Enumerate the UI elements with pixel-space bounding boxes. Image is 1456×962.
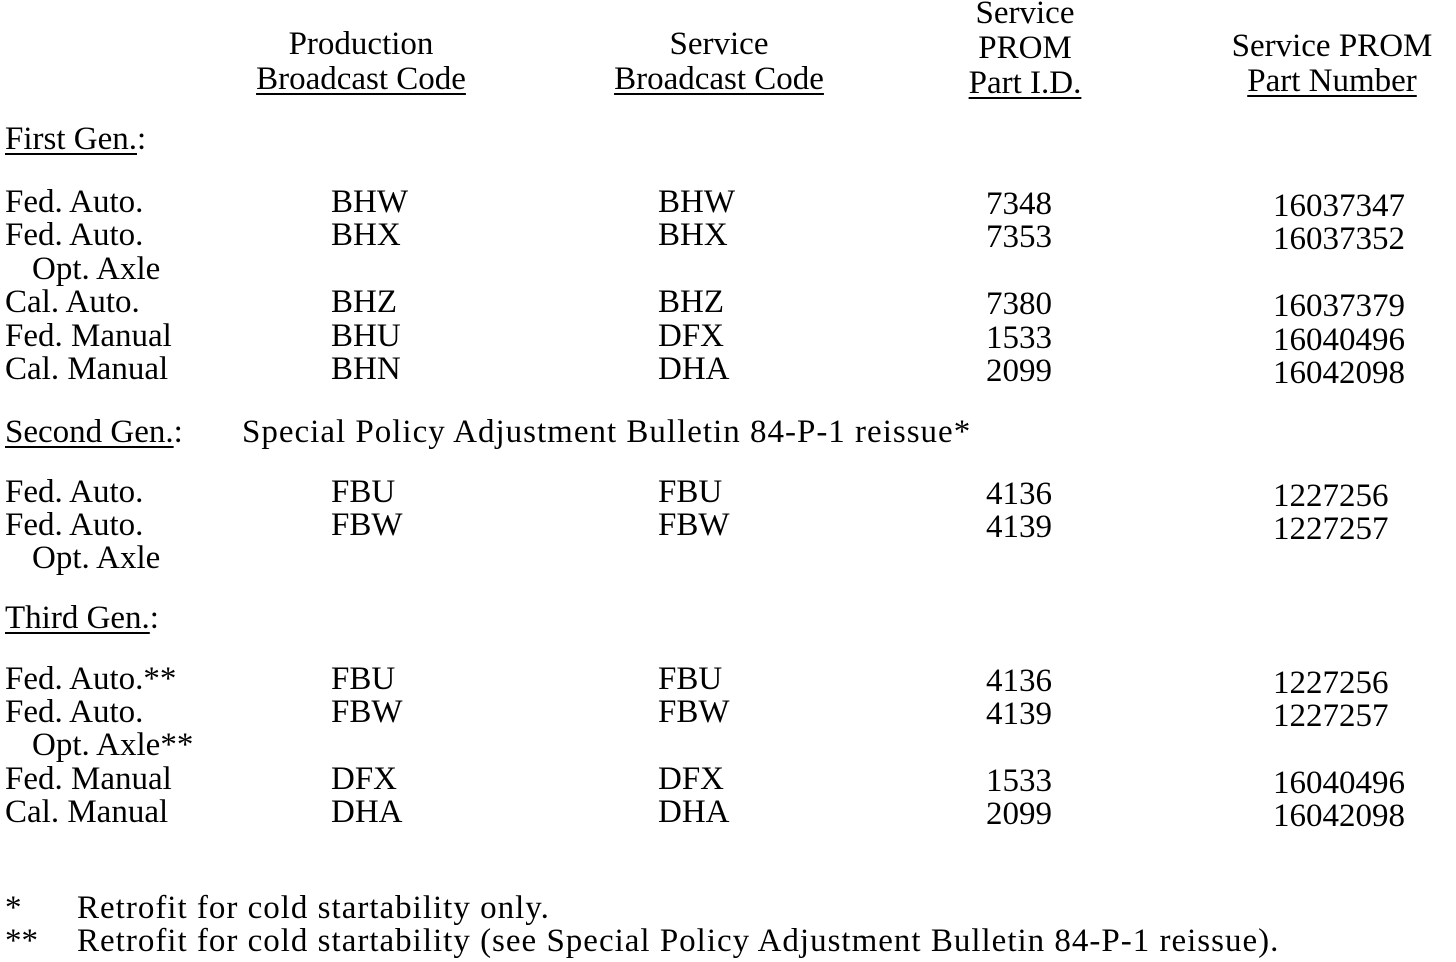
row-prom-id: 4136 xyxy=(986,663,1052,699)
footnote-text: Retrofit for cold startability only. xyxy=(77,890,550,926)
row-production-code: FBU xyxy=(331,474,396,510)
header-production-line2: Broadcast Code xyxy=(256,61,466,97)
row-production-code: FBW xyxy=(331,694,403,730)
row-service-code: DHA xyxy=(658,794,730,830)
row-model: Fed. Manual xyxy=(5,761,172,797)
header-prom-number-line2: Part Number xyxy=(1247,63,1417,99)
row-production-code: DFX xyxy=(331,761,398,797)
row-model-line2: Opt. Axle xyxy=(32,540,161,576)
row-model: Cal. Manual xyxy=(5,794,169,830)
section-label-first-colon: : xyxy=(137,121,147,157)
header-production-line1: Production xyxy=(288,26,434,62)
row-part-number: 1227257 xyxy=(1273,511,1389,547)
section-label-third-text: Third Gen. xyxy=(5,600,150,636)
row-production-code: DHA xyxy=(331,794,403,830)
section-label-third xyxy=(5,602,159,635)
section-label-first-text: First Gen. xyxy=(5,121,137,157)
footnote-text: Retrofit for cold startability (see Special Policy Adjustment Bulletin 84-P-1 reissue). xyxy=(77,923,1280,959)
row-production-code: BHW xyxy=(331,184,408,220)
row-prom-id: 4139 xyxy=(986,509,1052,545)
row-model: Fed. Auto. xyxy=(5,217,144,253)
header-prom-id-line3: Part I.D. xyxy=(968,65,1082,101)
section-label-third-colon: : xyxy=(149,600,159,636)
row-part-number: 16037347 xyxy=(1273,188,1405,224)
section-label-first xyxy=(5,123,146,156)
row-production-code: BHU xyxy=(331,318,401,354)
section-second-note: Special Policy Adjustment Bulletin 84-P-1 reissue* xyxy=(242,414,972,450)
row-model: Fed. Auto. xyxy=(5,474,144,510)
row-model: Cal. Auto. xyxy=(5,284,140,320)
row-service-code: FBU xyxy=(658,474,723,510)
row-service-code: FBW xyxy=(658,694,730,730)
row-production-code: FBU xyxy=(331,661,396,697)
header-prom-number-line1: Service PROM xyxy=(1231,28,1433,64)
row-model: Fed. Manual xyxy=(5,318,172,354)
row-production-code: BHN xyxy=(331,351,401,387)
row-production-code: BHX xyxy=(331,217,401,253)
header-prom-id-line2: PROM xyxy=(978,30,1072,66)
header-service-line1: Service xyxy=(669,26,769,62)
row-service-code: DHA xyxy=(658,351,730,387)
row-part-number: 16042098 xyxy=(1273,355,1405,391)
row-production-code: FBW xyxy=(331,507,403,543)
footnote-mark: ** xyxy=(5,923,38,959)
row-part-number: 16042098 xyxy=(1273,798,1405,834)
row-service-code: FBW xyxy=(658,507,730,543)
footnote-mark: * xyxy=(5,890,22,926)
row-prom-id: 1533 xyxy=(986,320,1052,356)
row-prom-id: 7353 xyxy=(986,219,1052,255)
row-production-code: BHZ xyxy=(331,284,397,320)
header-service xyxy=(601,28,837,96)
header-service-line2: Broadcast Code xyxy=(614,61,824,97)
row-model-line2: Opt. Axle** xyxy=(32,727,194,763)
row-service-code: FBU xyxy=(658,661,723,697)
row-model: Fed. Auto. xyxy=(5,184,144,220)
row-prom-id: 7380 xyxy=(986,286,1052,322)
section-label-second-text: Second Gen. xyxy=(5,414,174,450)
row-service-code: DFX xyxy=(658,318,725,354)
row-prom-id: 2099 xyxy=(986,353,1052,389)
row-part-number: 16037379 xyxy=(1273,288,1405,324)
row-service-code: BHZ xyxy=(658,284,724,320)
row-service-code: BHW xyxy=(658,184,735,220)
row-service-code: BHX xyxy=(658,217,728,253)
row-prom-id: 4136 xyxy=(986,476,1052,512)
row-part-number: 16040496 xyxy=(1273,765,1405,801)
row-part-number: 16040496 xyxy=(1273,322,1405,358)
row-model: Fed. Auto.** xyxy=(5,661,177,697)
section-label-second-colon: : xyxy=(173,414,183,450)
row-service-code: DFX xyxy=(658,761,725,797)
row-model: Cal. Manual xyxy=(5,351,169,387)
section-label-second xyxy=(5,416,183,449)
row-part-number: 1227256 xyxy=(1273,665,1389,701)
row-part-number: 16037352 xyxy=(1273,221,1405,257)
row-model-line2: Opt. Axle xyxy=(32,251,161,287)
header-prom-id-line1: Service xyxy=(975,0,1075,31)
header-production xyxy=(243,28,479,96)
row-prom-id: 4139 xyxy=(986,696,1052,732)
row-model: Fed. Auto. xyxy=(5,507,144,543)
row-part-number: 1227256 xyxy=(1273,478,1389,514)
header-prom-number xyxy=(1222,30,1442,98)
row-prom-id: 2099 xyxy=(986,796,1052,832)
header-prom-id xyxy=(955,0,1095,100)
row-prom-id: 1533 xyxy=(986,763,1052,799)
row-part-number: 1227257 xyxy=(1273,698,1389,734)
row-prom-id: 7348 xyxy=(986,186,1052,222)
row-model: Fed. Auto. xyxy=(5,694,144,730)
